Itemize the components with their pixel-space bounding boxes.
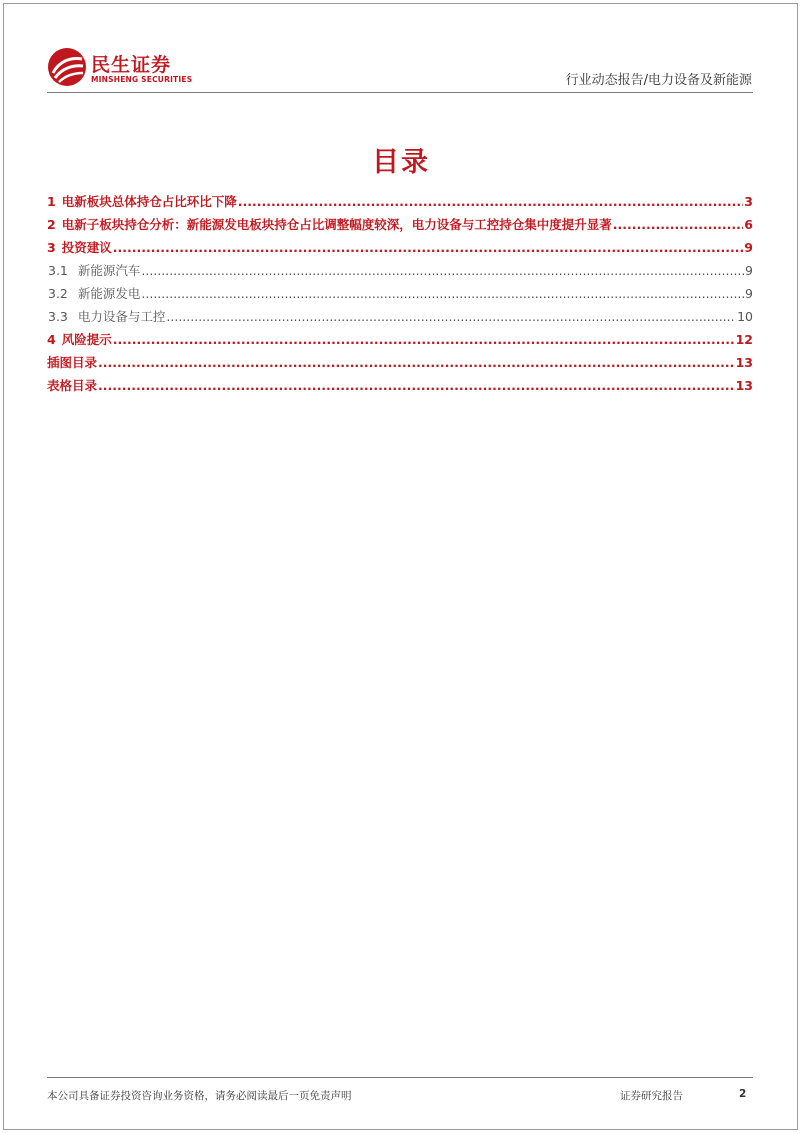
dot-leader (98, 351, 735, 374)
dot-leader (613, 213, 744, 236)
toc-entry-page: 3 (744, 194, 753, 209)
toc-entry-number: 3.1 (48, 263, 68, 278)
toc-entry-title: 新能源汽车 (77, 263, 141, 278)
toc-entry-title: 电力设备与工控 (77, 309, 166, 324)
toc-entry-title: 电新板块总体持仓占比环比下降 (61, 194, 237, 209)
toc-entry-title: 电新子板块持仓分析：新能源发电板块持仓占比调整幅度较深，电力设备与工控持仓集中度提升显著 (61, 217, 612, 232)
toc-entry-number: 2 (47, 217, 56, 232)
toc-entry-title: 风险提示 (61, 332, 112, 347)
toc-entry-title: 新能源发电 (77, 286, 141, 301)
table-of-contents (47, 190, 753, 397)
minsheng-logo-icon (47, 47, 87, 87)
toc-entry-2[interactable] (47, 213, 753, 236)
report-type-label: 行业动态报告/电力设备及新能源 (565, 73, 752, 88)
toc-entry-number: 4 (47, 332, 56, 347)
page-number: 2 (739, 1088, 747, 1100)
toc-entry-3-3[interactable] (47, 305, 753, 328)
toc-entry-title: 表格目录 (47, 378, 98, 393)
dot-leader (113, 236, 744, 259)
company-logo (47, 47, 207, 89)
toc-entry-3-2[interactable] (47, 282, 753, 305)
footer-divider (47, 1077, 753, 1078)
dot-leader (113, 328, 735, 351)
toc-entry-number: 3 (47, 240, 56, 255)
toc-entry-3[interactable] (47, 236, 753, 259)
dot-leader (141, 259, 744, 282)
toc-entry-figure-index[interactable] (47, 351, 753, 374)
toc-entry-page: 9 (744, 240, 753, 255)
toc-entry-table-index[interactable] (47, 374, 753, 397)
footer-disclaimer: 本公司具备证券投资咨询业务资格，请务必阅读最后一页免责声明 (47, 1090, 352, 1102)
toc-entry-page: 12 (735, 332, 753, 347)
toc-entry-page: 10 (737, 309, 753, 324)
toc-entry-number: 3.3 (48, 309, 68, 324)
toc-entry-page: 9 (745, 286, 753, 301)
toc-entry-3-1[interactable] (47, 259, 753, 282)
toc-entry-page: 13 (735, 355, 753, 370)
dot-leader (98, 374, 735, 397)
dot-leader (166, 305, 736, 328)
toc-entry-number: 3.2 (48, 286, 68, 301)
logo-chinese-name: 民生证券 (91, 54, 172, 76)
toc-title: 目录 (372, 147, 430, 178)
footer-doc-type: 证券研究报告 (620, 1090, 683, 1102)
toc-entry-page: 13 (735, 378, 753, 393)
header-divider (47, 92, 753, 93)
toc-entry-1[interactable] (47, 190, 753, 213)
toc-entry-title: 插图目录 (47, 355, 98, 370)
dot-leader (238, 190, 744, 213)
toc-entry-page: 9 (745, 263, 753, 278)
logo-english-name: MINSHENG SECURITIES (91, 75, 193, 84)
toc-entry-title: 投资建议 (61, 240, 112, 255)
toc-entry-number: 1 (47, 194, 56, 209)
dot-leader (141, 282, 744, 305)
toc-entry-page: 6 (744, 217, 753, 232)
toc-entry-4[interactable] (47, 328, 753, 351)
